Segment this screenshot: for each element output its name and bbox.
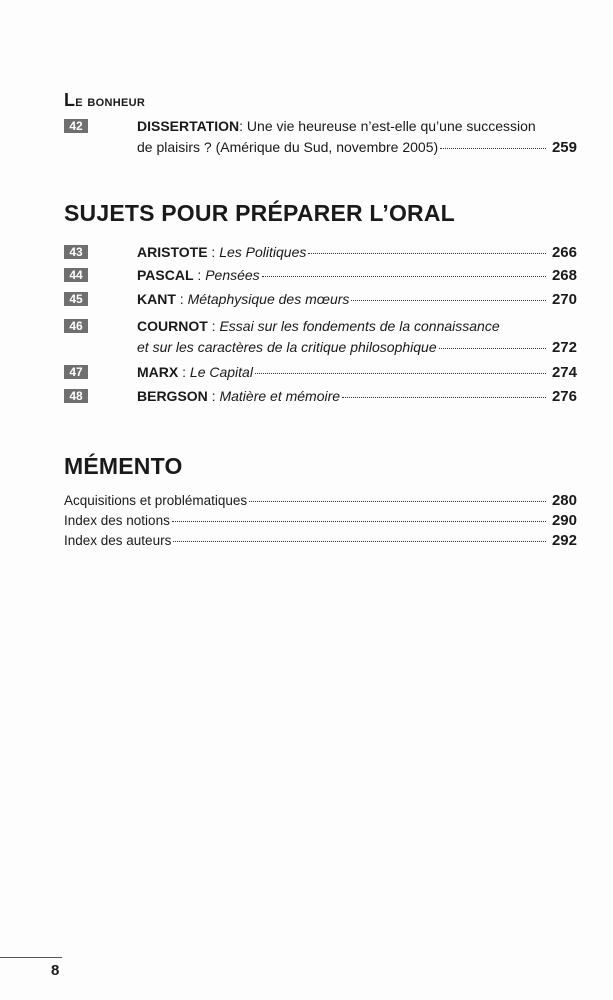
memento-item-label: Acquisitions et problématiques xyxy=(64,493,248,508)
entry-author: MARX xyxy=(137,364,179,380)
toc-entry-memento[interactable] xyxy=(64,491,577,511)
toc-entry-44[interactable] xyxy=(64,265,577,286)
toc-entry-45[interactable] xyxy=(64,289,577,310)
dot-leader xyxy=(351,299,546,301)
dot-leader xyxy=(249,500,546,502)
entry-author: COURNOT xyxy=(137,318,208,334)
entry-line xyxy=(137,116,577,137)
entry-work-title: Les Politiques xyxy=(219,244,307,260)
entry-title-continued: de plaisirs ? (Amérique du Sud, novembre 2005) xyxy=(137,139,439,155)
entry-author: ARISTOTE xyxy=(137,244,208,260)
toc-entry-42[interactable] xyxy=(64,116,577,160)
memento-page-number: 292 xyxy=(551,532,577,549)
entry-work-title: Essai sur les fondements de la connaissance xyxy=(219,318,500,334)
entry-page-number: 276 xyxy=(551,388,577,405)
section-heading-oral: SUJETS POUR PRÉPARER L’ORAL xyxy=(64,200,455,226)
toc-entry-memento[interactable] xyxy=(64,511,577,531)
entry-page-number: 266 xyxy=(551,244,577,261)
dot-leader xyxy=(255,372,546,374)
memento-page-number: 290 xyxy=(551,512,577,529)
entry-separator: : xyxy=(178,364,190,380)
entry-number-badge: 44 xyxy=(64,268,88,282)
entry-author: KANT xyxy=(137,291,176,307)
dot-leader xyxy=(440,147,546,149)
heading-rest: e bonheur xyxy=(75,93,146,110)
memento-item-label: Index des notions xyxy=(64,513,170,528)
entry-author: DISSERTATION xyxy=(137,118,240,134)
entry-author: BERGSON xyxy=(137,388,208,404)
toc-entry-47[interactable] xyxy=(64,362,577,383)
entry-work-title: Matière et mémoire xyxy=(219,388,341,404)
entry-number-badge: 48 xyxy=(64,389,88,403)
entry-number-badge: 47 xyxy=(64,365,88,379)
entry-separator: : xyxy=(193,267,206,283)
entry-number-badge: 45 xyxy=(64,292,88,306)
entry-page-number: 259 xyxy=(551,139,577,156)
section-heading-memento: MÉMENTO xyxy=(64,453,183,479)
toc-entry-48[interactable] xyxy=(64,386,577,407)
entry-number-badge: 42 xyxy=(64,119,88,133)
dot-leader xyxy=(308,252,546,254)
entry-page-number: 274 xyxy=(551,364,577,381)
entry-page-number: 272 xyxy=(551,339,577,356)
section-heading-bonheur xyxy=(64,90,145,111)
dot-leader xyxy=(439,347,546,349)
toc-entry-43[interactable] xyxy=(64,242,577,263)
page-number: 8 xyxy=(51,962,60,979)
entry-number-badge: 46 xyxy=(64,319,88,333)
memento-list xyxy=(64,491,577,551)
entry-work-title: Le Capital xyxy=(189,364,253,380)
dot-leader xyxy=(342,396,546,398)
dot-leader xyxy=(262,275,546,277)
entry-separator: : xyxy=(175,291,188,307)
entry-page-number: 270 xyxy=(551,291,577,308)
memento-item-label: Index des auteurs xyxy=(64,533,172,548)
heading-initial: L xyxy=(64,90,76,110)
entry-title: : Une vie heureuse n’est-elle qu’une succession xyxy=(239,118,536,134)
entry-separator: : xyxy=(207,388,220,404)
toc-entry-46[interactable] xyxy=(64,316,577,360)
entry-page-number: 268 xyxy=(551,267,577,284)
entry-separator: : xyxy=(207,244,220,260)
entry-work-title: Métaphysique des mœurs xyxy=(187,291,350,307)
dot-leader xyxy=(172,520,546,522)
entry-author: PASCAL xyxy=(137,267,194,283)
entry-separator: : xyxy=(207,318,220,334)
entry-work-title-continued: et sur les caractères de la critique philosophique xyxy=(137,339,437,355)
entry-number-badge: 43 xyxy=(64,245,88,259)
entry-line xyxy=(137,137,577,158)
dot-leader xyxy=(173,540,546,542)
toc-entry-memento[interactable] xyxy=(64,531,577,551)
memento-page-number: 280 xyxy=(551,492,577,509)
entry-work-title: Pensées xyxy=(205,267,260,283)
footer-rule xyxy=(0,957,62,958)
